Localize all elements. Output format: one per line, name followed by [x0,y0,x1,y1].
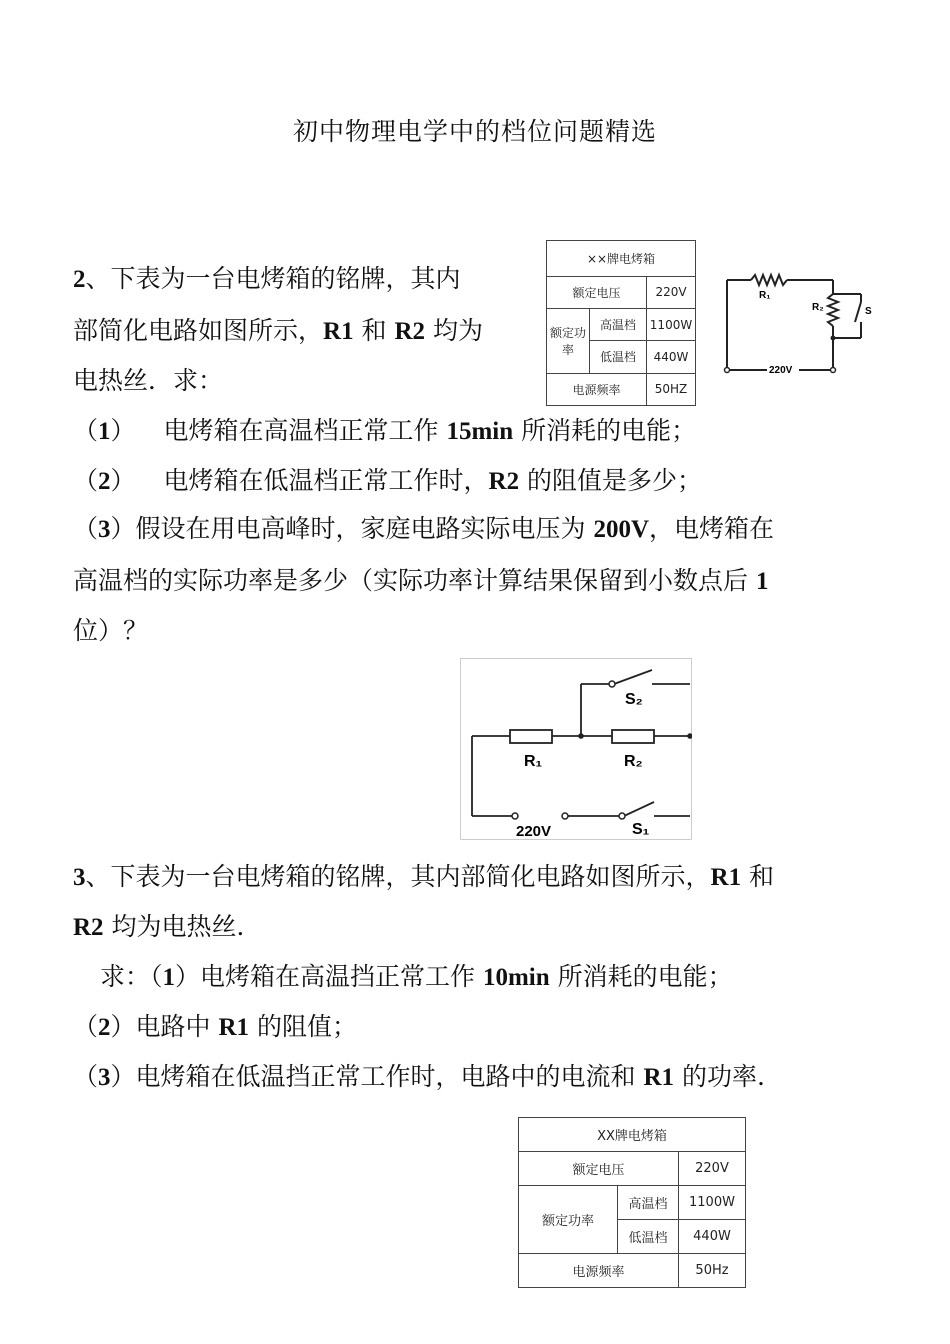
q3-number: 3 [73,864,86,891]
q3-sub-3-r1: R1 [643,1064,675,1091]
table2-freq-label: 电源频率 [519,1254,679,1288]
circuit2-s2-label: S₂ [625,691,643,708]
table2-low-label: 低温档 [618,1220,679,1254]
q2-sub-2 [73,466,702,497]
q2-sub-1-end: 所消耗的电能； [513,416,697,445]
terminal-left-icon [725,368,730,373]
q2-line-2 [73,316,483,347]
q3-sub-3-number: 3 [98,1064,111,1091]
q2-sub-3-line-3: 位）？ [73,616,149,645]
q2-sub-1-time: 15min [446,418,514,445]
q3-sub-1 [100,962,733,993]
q2-r1: R1 [323,318,354,345]
r2-resistor-icon [612,730,654,743]
nameplate-table-1 [546,240,696,406]
table1-rated-power-label: 额定功率 [547,308,590,373]
table1-rated-voltage-value: 220V [647,276,696,308]
table1-rated-voltage-label: 额定电压 [547,276,647,308]
switch-s-icon [855,302,861,322]
table2-low-value: 440W [679,1220,746,1254]
circuit1-s-label: S [865,306,872,317]
q2-and: 和 [353,316,395,345]
q3-line-2 [73,912,262,943]
q3-sub-2 [73,1012,357,1043]
q2-sub-3-text: ）假设在用电高峰时，家庭电路实际电压为 [110,514,594,543]
q3-sub-1-number: 1 [162,964,176,991]
table1-freq-label: 电源频率 [547,373,647,405]
circuit2-r2-label: R₂ [624,753,643,770]
r2-resistor-icon [828,294,838,326]
q2-number: 2 [73,266,86,293]
q3-sub-1-text: ）电烤箱在高温挡正常工作 [175,962,483,991]
nameplate-table-2 [518,1117,746,1288]
q3-sub-2-text: ）电路中 [110,1012,219,1041]
q2-line-3: 电热丝．求： [73,366,224,395]
terminal-right-icon [831,368,836,373]
q2-sub-1-open: （ [73,416,99,445]
q3-line-1 [73,862,774,893]
q2-sub-2-open: （ [73,466,99,495]
r1-resistor-icon [510,730,552,743]
table2-freq-value: 50Hz [679,1254,746,1288]
q2-sub-3-decimal: 1 [755,568,769,595]
q2-sub-1 [73,416,696,447]
circuit-diagram-2 [460,658,692,840]
q3-sub-1-time: 10min [482,964,550,991]
table2-high-label: 高温档 [618,1186,679,1220]
q2-line-1 [73,264,461,295]
table1-low-label: 低温档 [590,341,647,373]
terminal-right-icon [562,813,568,819]
q3-sub-3-text: ）电烤箱在低温挡正常工作时，电路中的电流和 [110,1062,644,1091]
table2-high-value: 1100W [679,1186,746,1220]
q3-sub-2-open: （ [73,1012,99,1041]
q2-sub-2-end: 的阻值是多少； [519,466,703,495]
q3-sub-2-r1: R1 [218,1014,250,1041]
table1-freq-value: 50HZ [647,373,696,405]
q3-r1: R1 [710,864,742,891]
q2-line-1-text: 、下表为一台电烤箱的铭牌，其内 [85,264,461,293]
q3-line-1-text: 、下表为一台电烤箱的铭牌，其内部简化电路如图所示， [85,862,711,891]
q2-sub-3-line-2-text: 高温档的实际功率是多少（实际功率计算结果保留到小数点后 [73,566,756,595]
q2-sub-3-end: ，电烤箱在 [649,514,775,543]
q3-sub-2-number: 2 [98,1014,111,1041]
table1-low-value: 440W [647,341,696,373]
q3-line-2-text: 均为电热丝． [103,912,262,941]
q2-sub-2-close: ） [110,466,136,495]
page-title: 初中物理电学中的档位问题精选 [292,117,657,146]
q2-sub-3-voltage: 200V [593,516,650,543]
q2-sub-3-number: 3 [98,516,111,543]
switch-s1-icon [624,802,654,816]
q2-line-2-end: 均为 [425,316,483,345]
q2-sub-3 [73,514,774,545]
circuit2-r1-label: R₁ [524,753,543,770]
q2-sub-2-r2: R2 [488,468,520,495]
q3-sub-1-prefix: 求：（ [100,962,163,991]
table2-rated-power-label: 额定功率 [519,1186,618,1254]
circuit2-voltage-label: 220V [516,823,552,840]
q3-sub-1-end: 所消耗的电能； [549,962,733,991]
q2-sub-2-number: 2 [98,468,111,495]
table1-high-label: 高温档 [590,308,647,340]
q3-line-1-end: 和 [741,862,775,891]
q2-sub-3-line-2 [73,566,768,597]
circuit2-s1-label: S₁ [632,821,650,838]
circuit-diagram-1 [715,272,877,384]
circuit1-voltage-label: 220V [769,365,793,376]
circuit1-r2-label: R₂ [812,302,824,313]
circuit1-r1-label: R₁ [759,290,771,301]
q2-sub-1-text: 电烤箱在高温档正常工作 [163,416,447,445]
table2-title: XX牌电烤箱 [519,1118,746,1152]
q2-r2: R2 [394,318,426,345]
q2-sub-2-text: 电烤箱在低温档正常工作时， [163,466,489,495]
table1-title: ××牌电烤箱 [547,241,696,277]
q3-sub-3-end: 的功率. [674,1062,765,1091]
q3-sub-3-open: （ [73,1062,99,1091]
q2-sub-3-open: （ [73,514,99,543]
q3-sub-2-end: 的阻值； [249,1012,357,1041]
q2-sub-1-close: ） [110,416,136,445]
switch-s2-icon [614,670,652,684]
q3-sub-3 [73,1062,765,1093]
terminal-left-icon [512,813,518,819]
q2-line-2-text: 部简化电路如图所示， [73,316,324,345]
table1-high-value: 1100W [647,308,696,340]
q3-r2: R2 [73,914,104,941]
table2-rated-voltage-label: 额定电压 [519,1152,679,1186]
table2-rated-voltage-value: 220V [679,1152,746,1186]
q2-sub-1-number: 1 [98,418,111,445]
r1-resistor-icon [751,275,787,285]
